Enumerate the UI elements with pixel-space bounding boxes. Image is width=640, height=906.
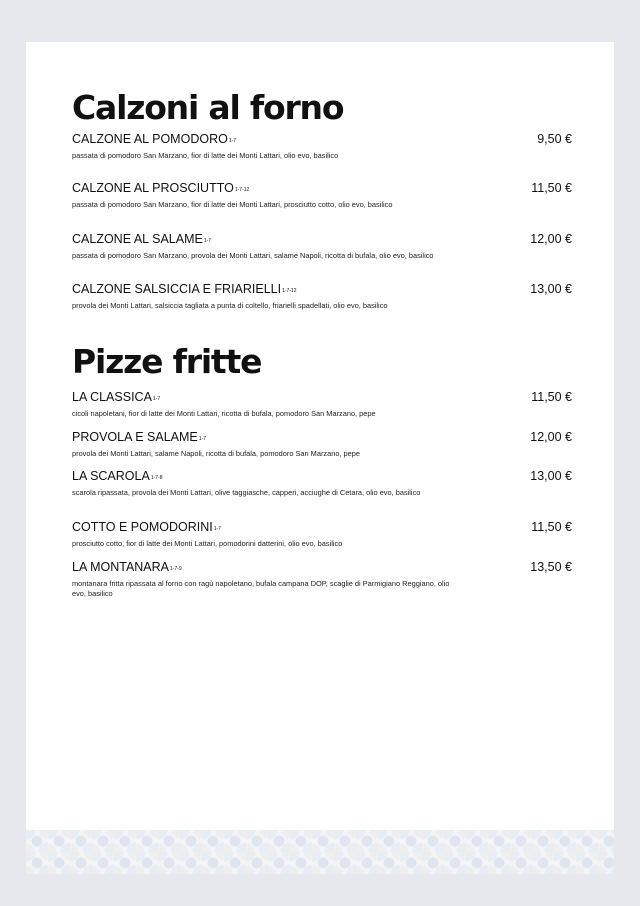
item-name: CALZONE SALSICCIA E FRIARIELLI (72, 282, 282, 296)
menu-item (72, 282, 572, 311)
menu-page (26, 42, 614, 874)
item-name: LA MONTANARA (72, 560, 170, 574)
item-description: provola dei Monti Lattari, salame Napoli, ricotta di bufala, pomodoro San Marzano, pepe (72, 449, 360, 458)
item-name: COTTO E POMODORINI (72, 520, 213, 534)
item-description: scarola ripassata, provola dei Monti Lattari, olive taggiasche, capperi, acciughe di Cetara, olio evo, basilico (72, 488, 421, 497)
item-allergens: 1-7 (203, 238, 212, 244)
item-name: PROVOLA E SALAME (72, 430, 198, 444)
item-description: cicoli napoletani, fior di latte dei Monti Lattari, ricotta di bufala, pomodoro San Marzano, pepe (72, 409, 376, 418)
item-price: 11,50 € (531, 390, 572, 404)
item-description: montanara fritta ripassata al forno con ragù napoletano, bufala campana DOP, scaglie di Parmigiano Reggiano, olio evo, basilico (72, 579, 450, 598)
item-name: LA SCAROLA (72, 469, 150, 483)
item-price: 12,00 € (530, 430, 572, 444)
item-price: 13,00 € (530, 282, 572, 296)
item-allergens: 1-7 (213, 526, 221, 532)
item-name: CALZONE AL PROSCIUTTO (72, 181, 234, 195)
item-description: prosciutto cotto, fior di latte dei Monti Lattari, pomodorini datterini, olio evo, basilico (72, 539, 343, 548)
section-title-pizze-fritte: Pizze fritte (72, 342, 262, 381)
item-price: 13,50 € (530, 560, 572, 574)
item-price: 9,50 € (537, 132, 572, 146)
item-price: 13,00 € (530, 469, 572, 483)
item-allergens: 1-7 (228, 138, 237, 144)
decorative-tile-band (26, 830, 614, 874)
item-price: 11,50 € (531, 520, 572, 534)
section-title-calzoni: Calzoni al forno (72, 88, 344, 127)
menu-item (72, 390, 572, 419)
menu-item (72, 469, 572, 498)
item-name: LA CLASSICA (72, 390, 152, 404)
section-pizze-fritte (72, 342, 572, 612)
item-allergens: 1-7-8 (150, 475, 163, 481)
menu-item (72, 560, 572, 599)
section-calzoni (72, 88, 572, 328)
menu-item (72, 132, 572, 161)
item-name: CALZONE AL SALAME (72, 232, 203, 246)
item-description: passata di pomodoro San Marzano, fior di latte dei Monti Lattari, olio evo, basilico (72, 151, 339, 160)
menu-item (72, 232, 572, 261)
item-allergens: 1-7 (198, 436, 206, 442)
item-name: CALZONE AL POMODORO (72, 132, 228, 146)
menu-item (72, 430, 572, 459)
item-description: passata di pomodoro San Marzano, fior di latte dei Monti Lattari, prosciutto cotto, olio evo, basilico (72, 200, 393, 209)
item-allergens: 1-7 (152, 396, 161, 402)
menu-item (72, 520, 572, 549)
item-description: provola dei Monti Lattari, salsiccia tagliata a punta di coltello, friarielli spadellati, olio evo, basilico (72, 301, 388, 310)
menu-item (72, 181, 572, 210)
item-allergens: 1-7-9 (170, 566, 182, 572)
item-description: passata di pomodoro San Marzano, provola dei Monti Lattari, salame Napoli, ricotta di bufala, olio evo, basilico (72, 251, 434, 260)
item-price: 11,50 € (531, 181, 572, 195)
item-allergens: 1-7-12 (282, 288, 297, 294)
item-price: 12,00 € (530, 232, 572, 246)
item-allergens: 1-7-12 (234, 187, 250, 193)
